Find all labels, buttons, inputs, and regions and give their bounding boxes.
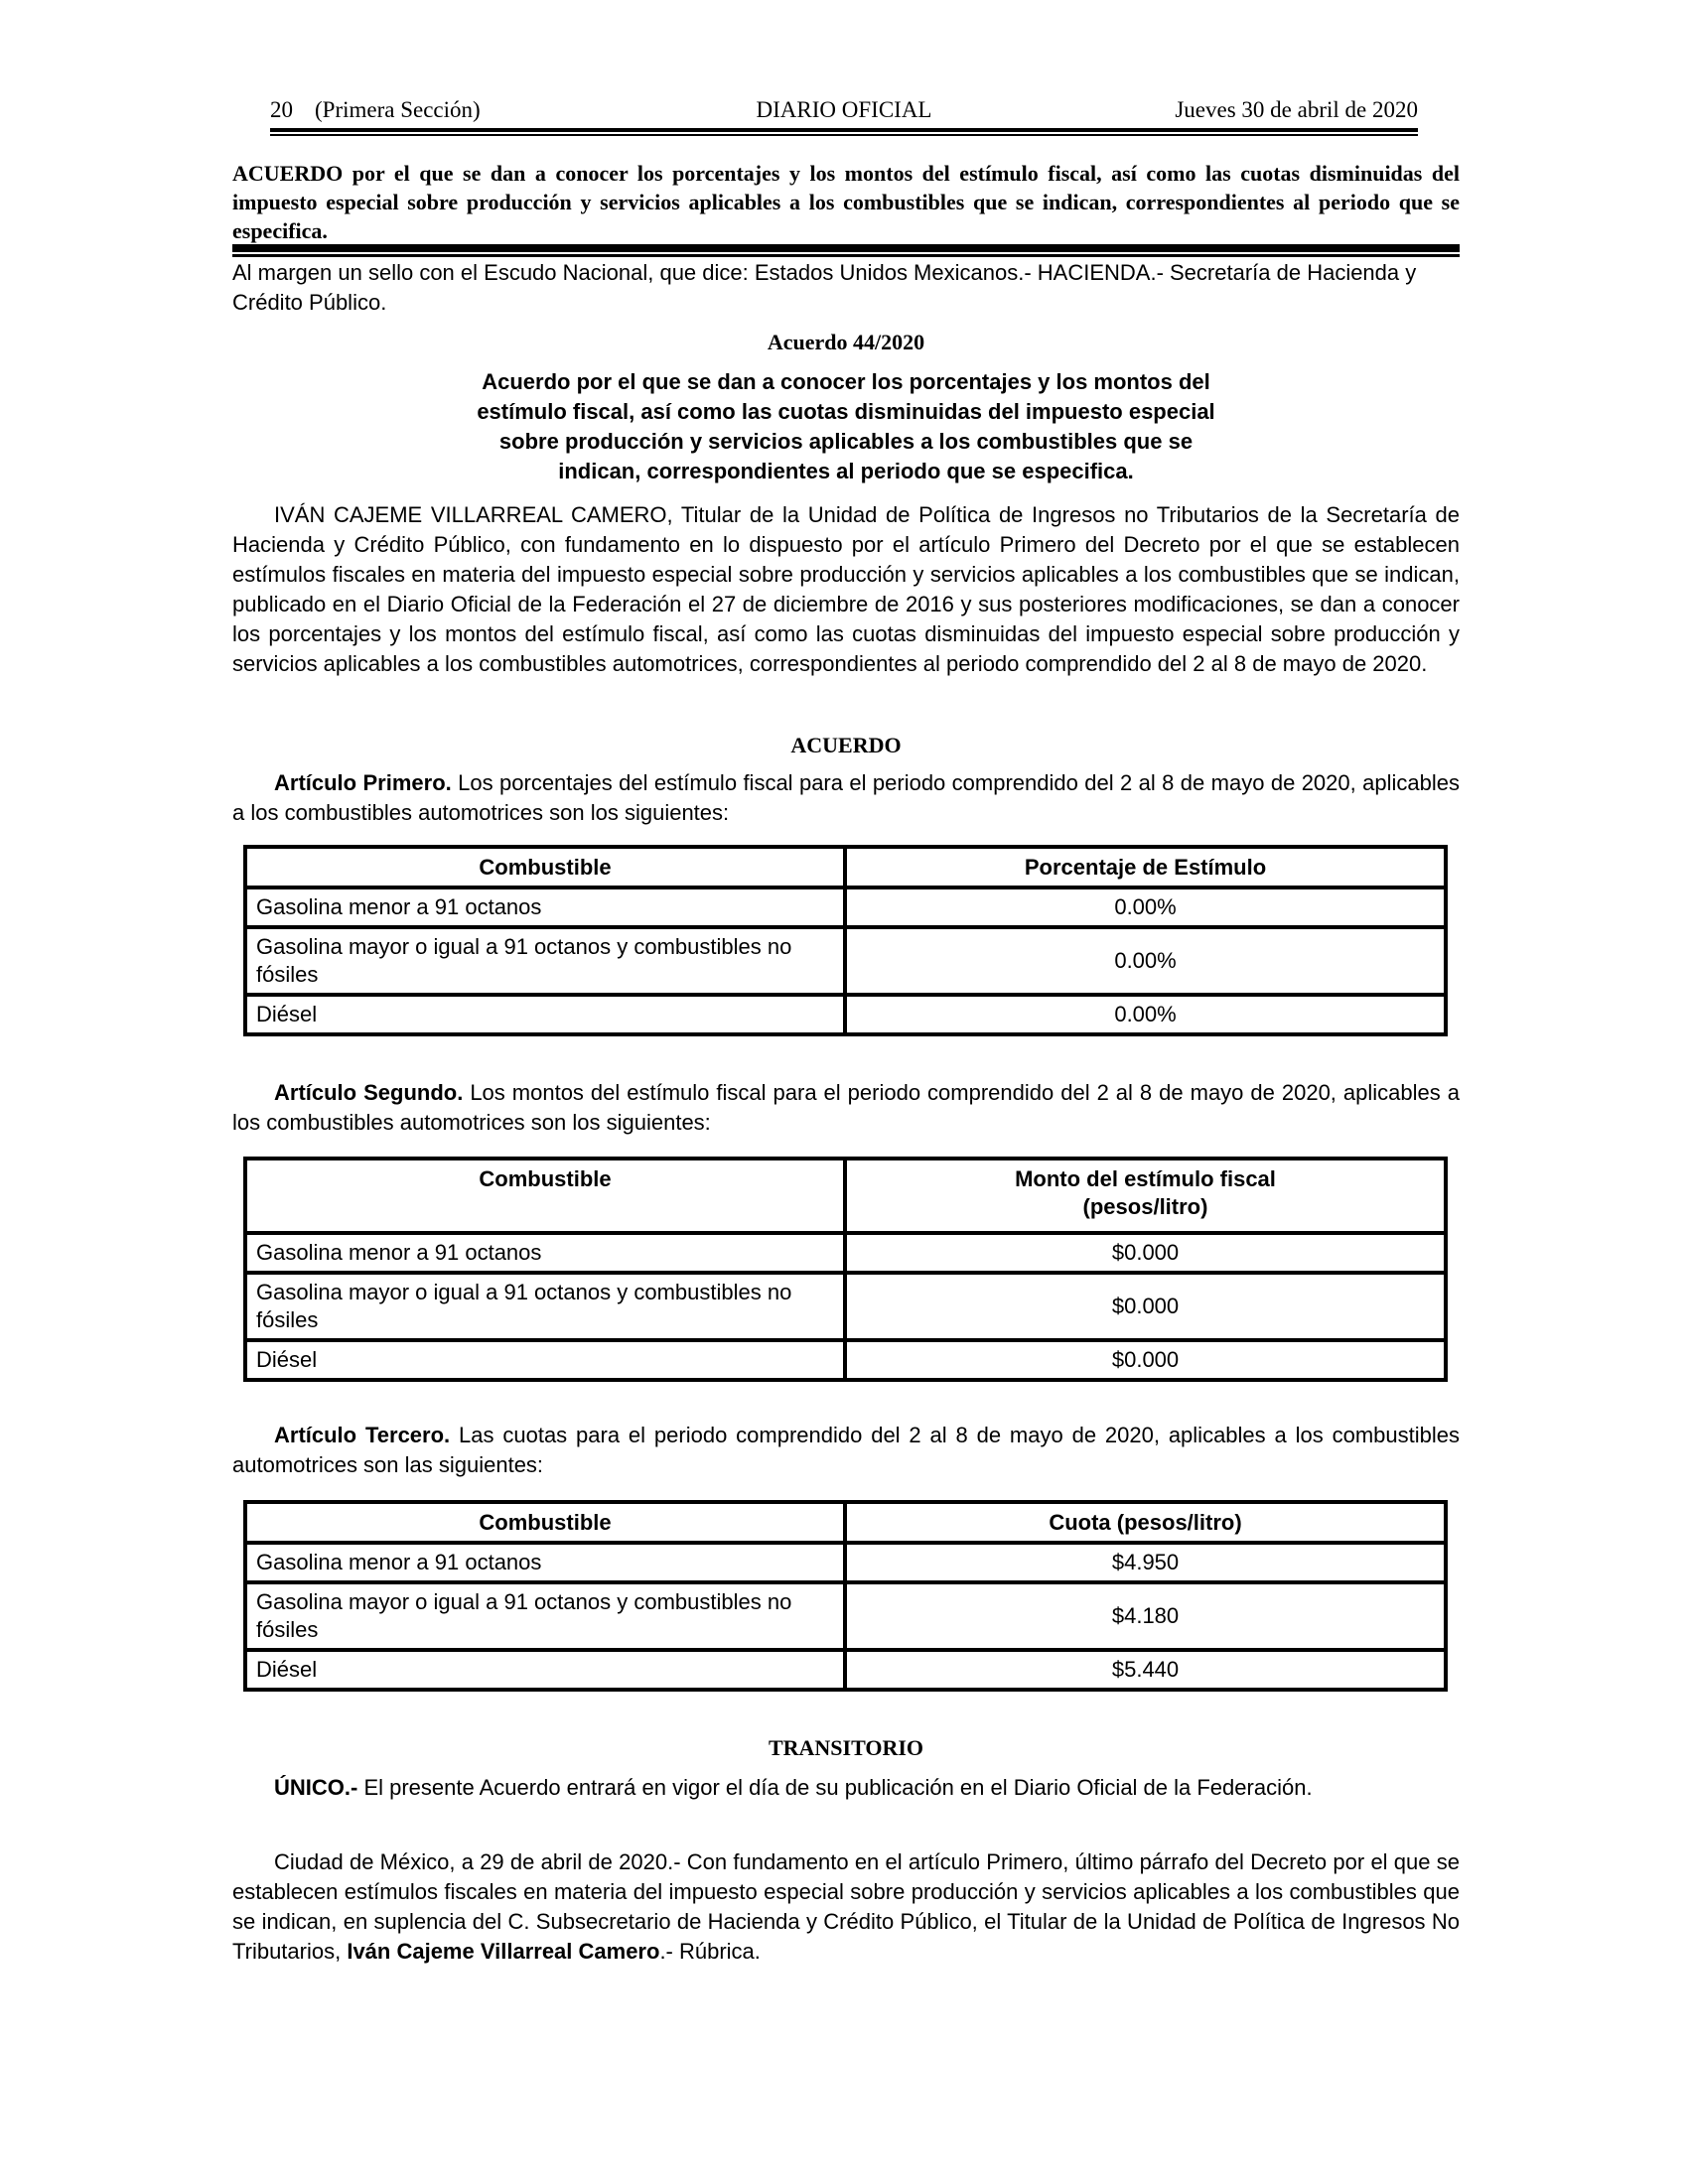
table-header-row — [245, 1159, 1446, 1233]
article-label: Artículo Segundo. — [274, 1080, 464, 1105]
fuel-name: Gasolina menor a 91 octanos — [245, 1233, 845, 1273]
article-label: Artículo Tercero. — [274, 1423, 451, 1447]
article-second — [232, 1078, 1460, 1138]
stimulus-amount: $0.000 — [845, 1273, 1446, 1340]
stimulus-percentage: 0.00% — [845, 887, 1446, 927]
fuel-name: Gasolina mayor o igual a 91 octanos y combustibles no fósiles — [245, 927, 845, 995]
fee-value: $4.950 — [845, 1543, 1446, 1582]
table-row — [245, 1650, 1446, 1690]
stimulus-amount-table — [243, 1157, 1448, 1382]
signatory-name: Iván Cajeme Villarreal Camero — [347, 1939, 660, 1964]
table-row — [245, 1340, 1446, 1380]
fuel-name: Gasolina mayor o igual a 91 octanos y combustibles no fósiles — [245, 1582, 845, 1650]
column-header: Combustible — [245, 1502, 845, 1543]
fee-value: $5.440 — [845, 1650, 1446, 1690]
stimulus-percentage: 0.00% — [845, 995, 1446, 1034]
fuel-name: Gasolina mayor o igual a 91 octanos y combustibles no fósiles — [245, 1273, 845, 1340]
article-text: Los montos del estímulo fiscal para el periodo comprendido del 2 al 8 de mayo de 2020, aplicables a los combustibles automotrices son los siguientes: — [232, 1080, 1460, 1135]
fuel-name: Gasolina menor a 91 octanos — [245, 1543, 845, 1582]
fuel-name: Diésel — [245, 1650, 845, 1690]
fee-table — [243, 1500, 1448, 1692]
fuel-name: Diésel — [245, 1340, 845, 1380]
preamble-paragraph: IVÁN CAJEME VILLARREAL CAMERO, Titular de la Unidad de Política de Ingresos no Tributarios de la Secretaría de Hacienda y Crédito Público, con fundamento en lo dispuesto por el artículo Primero del Decreto por el que se establecen estímulos fiscales en materia del impuesto especial sobre producción y servicios aplicables a los combustibles que se indican, publicado en el Diario Oficial de la Federación el 27 de diciembre de 2016 y sus posteriores modificaciones, se dan a conocer los porcentajes y los montos del estímulo fiscal, así como las cuotas disminuidas del impuesto especial sobre producción y servicios aplicables a los combustibles automotrices, correspondientes al periodo comprendido del 2 al 8 de mayo de 2020. — [232, 502, 1460, 676]
title-rule — [232, 244, 1460, 252]
column-header: Combustible — [245, 1159, 845, 1233]
table-row — [245, 1582, 1446, 1650]
column-header: Combustible — [245, 847, 845, 887]
unico-label: ÚNICO.- — [274, 1775, 358, 1800]
unico-text: El presente Acuerdo entrará en vigor el día de su publicación en el Diario Oficial de la Federación. — [357, 1775, 1313, 1800]
table-row — [245, 995, 1446, 1034]
fuel-name: Gasolina menor a 91 octanos — [245, 887, 845, 927]
transitorio-heading: TRANSITORIO — [768, 1735, 924, 1760]
document-title: ACUERDO por el que se dan a conocer los porcentajes y los montos del estímulo fiscal, así como las cuotas disminuidas del impuesto especial sobre producción y servicios aplicables a los combustibles que se indican, correspondientes al periodo que se especifica. — [232, 161, 1460, 243]
stimulus-percentage: 0.00% — [845, 927, 1446, 995]
running-header — [270, 95, 1418, 125]
title-rule-thin — [232, 254, 1460, 257]
fee-value: $4.180 — [845, 1582, 1446, 1650]
subtitle-line: indican, correspondientes al periodo que se especifica. — [558, 459, 1134, 483]
fuel-name: Diésel — [245, 995, 845, 1034]
subtitle-line: estímulo fiscal, así como las cuotas disminuidas del impuesto especial — [477, 399, 1215, 424]
subtitle-line: sobre producción y servicios aplicables a los combustibles que se — [498, 429, 1194, 454]
section-label: (Primera Sección) — [315, 97, 481, 122]
table-row — [245, 1233, 1446, 1273]
table-header-row — [245, 847, 1446, 887]
margin-note: Al margen un sello con el Escudo Nacional, que dice: Estados Unidos Mexicanos.- HACIENDA.- Secretaría de Hacienda y Crédito Público. — [232, 260, 1417, 315]
publication-name: DIARIO OFICIAL — [756, 97, 932, 122]
agreement-subtitle — [232, 367, 1460, 486]
table-row — [245, 927, 1446, 995]
subtitle-line: Acuerdo por el que se dan a conocer los porcentajes y los montos del — [482, 369, 1210, 394]
publication-date: Jueves 30 de abril de 2020 — [1175, 97, 1418, 122]
column-header-unit: (pesos/litro) — [1082, 1194, 1208, 1219]
unico-paragraph — [232, 1773, 1460, 1803]
column-header: Cuota (pesos/litro) — [845, 1502, 1446, 1543]
column-header: Porcentaje de Estímulo — [845, 847, 1446, 887]
closing-paragraph — [232, 1847, 1460, 1967]
stimulus-percentage-table — [243, 845, 1448, 1036]
header-rule-thin — [270, 134, 1418, 136]
page-number: 20 — [270, 97, 293, 122]
stimulus-amount: $0.000 — [845, 1340, 1446, 1380]
table-row — [245, 1273, 1446, 1340]
table-row — [245, 1543, 1446, 1582]
column-header-line: Monto del estímulo fiscal — [1015, 1166, 1276, 1191]
column-header — [845, 1159, 1446, 1233]
table-header-row — [245, 1502, 1446, 1543]
article-text: Los porcentajes del estímulo fiscal para el periodo comprendido del 2 al 8 de mayo de 2020, aplicables a los combustibles automotrices son los siguientes: — [232, 770, 1460, 825]
agreement-number: Acuerdo 44/2020 — [767, 330, 925, 354]
acuerdo-heading: ACUERDO — [790, 733, 902, 757]
closing-suffix: .- Rúbrica. — [659, 1939, 761, 1964]
article-text: Las cuotas para el periodo comprendido del 2 al 8 de mayo de 2020, aplicables a los combustibles automotrices son las siguientes: — [232, 1423, 1460, 1477]
stimulus-amount: $0.000 — [845, 1233, 1446, 1273]
table-row — [245, 887, 1446, 927]
article-third — [232, 1421, 1460, 1480]
article-label: Artículo Primero. — [274, 770, 452, 795]
article-first — [232, 768, 1460, 828]
closing-text: Ciudad de México, a 29 de abril de 2020.- Con fundamento en el artículo Primero, último párrafo del Decreto por el que se establecen estímulos fiscales en materia del impuesto especial sobre producción y servicios aplicables a los combustibles que se indican, en suplencia del C. Subsecretario de Hacienda y Crédito Público, el Titular de la Unidad de Política de Ingresos No Tributarios, — [232, 1849, 1460, 1964]
header-rule — [270, 128, 1418, 132]
